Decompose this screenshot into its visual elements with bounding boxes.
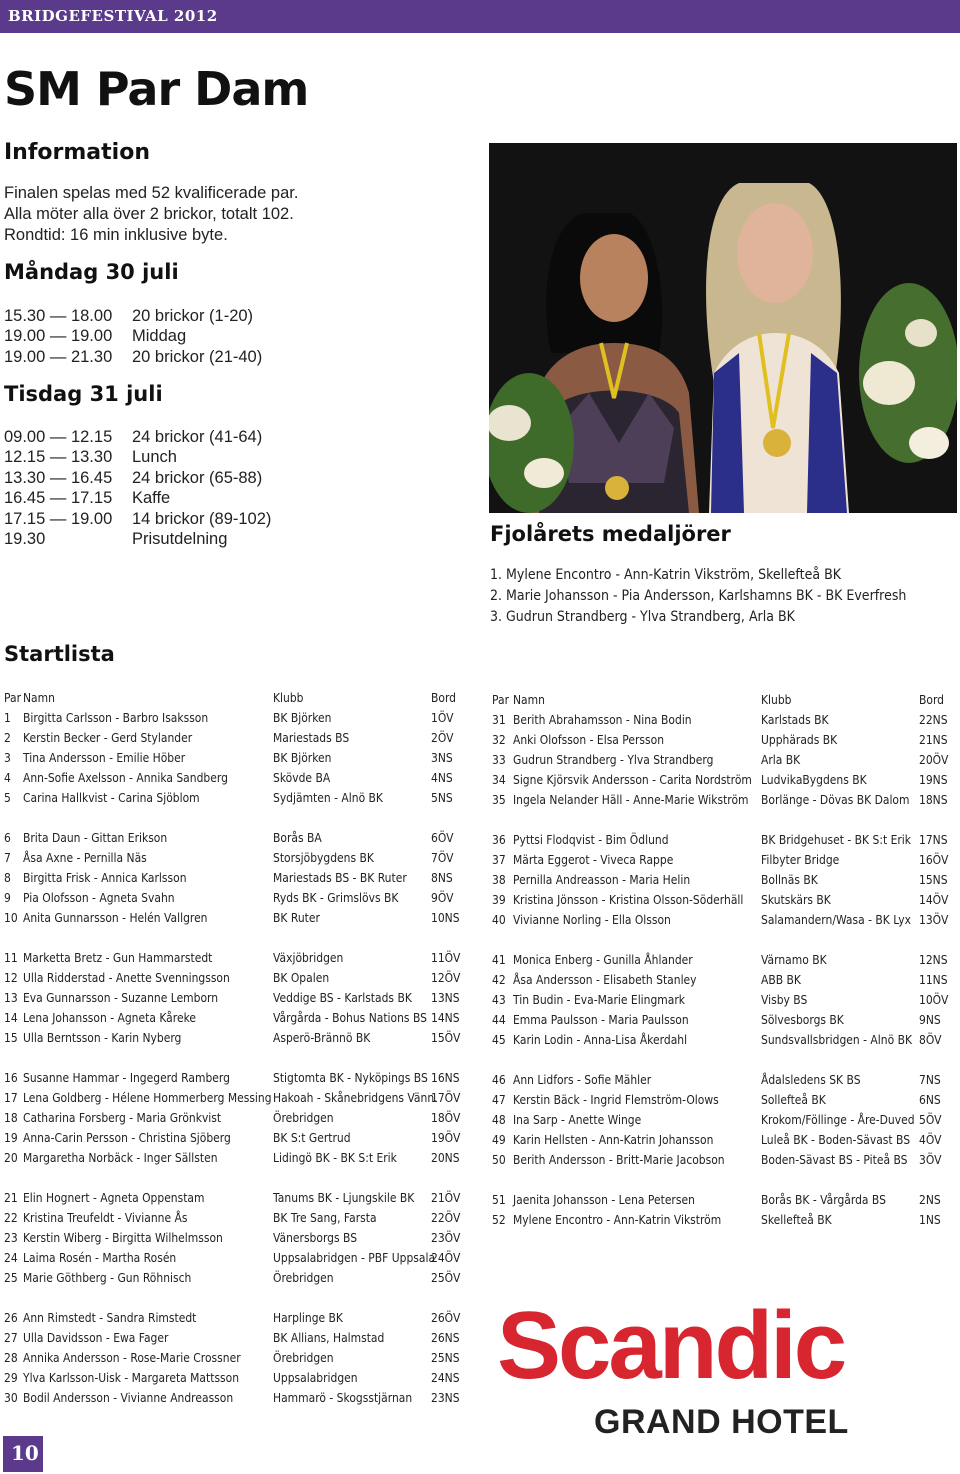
table-assignment: 21NS bbox=[919, 732, 948, 747]
club-name: Växjöbridgen bbox=[273, 950, 344, 965]
table-assignment: 4NS bbox=[431, 770, 453, 785]
club-name: Lidingö BK - BK S:t Erik bbox=[273, 1150, 397, 1165]
pair-names: Anki Olofsson - Elsa Persson bbox=[513, 732, 665, 747]
club-name: Harplinge BK bbox=[273, 1310, 343, 1325]
pair-number: 41 bbox=[492, 952, 506, 967]
pair-names: Carina Hallkvist - Carina Sjöblom bbox=[23, 790, 200, 805]
tuesday-heading: Tisdag 31 juli bbox=[4, 382, 163, 406]
club-name: Ådalsledens SK BS bbox=[761, 1072, 861, 1087]
club-name: Skellefteå BK bbox=[761, 1212, 832, 1227]
club-name: BK Bridgehuset - BK S:t Erik bbox=[761, 832, 912, 847]
page-title: SM Par Dam bbox=[4, 62, 309, 116]
club-name: Upphärads BK bbox=[761, 732, 838, 747]
table-assignment: 15ÖV bbox=[431, 1030, 461, 1045]
monday-heading: Måndag 30 juli bbox=[4, 260, 179, 284]
table-assignment: 2NS bbox=[919, 1192, 941, 1207]
pair-number: 9 bbox=[4, 890, 11, 905]
table-assignment: 10NS bbox=[431, 910, 460, 925]
schedule-row bbox=[4, 347, 262, 367]
pair-number: 14 bbox=[4, 1010, 18, 1025]
table-assignment: 18NS bbox=[919, 792, 948, 807]
pair-names: Monica Enberg - Gunilla Åhlander bbox=[513, 952, 693, 967]
club-name: Krokom/Föllinge - Åre-Duved bbox=[761, 1112, 915, 1127]
pair-names: Pia Olofsson - Agneta Svahn bbox=[23, 890, 175, 905]
pair-number: 32 bbox=[492, 732, 506, 747]
pair-number: 38 bbox=[492, 872, 506, 887]
pair-number: 6 bbox=[4, 830, 11, 845]
club-name: Stigtomta BK - Nyköpings BS bbox=[273, 1070, 428, 1085]
header-bar bbox=[0, 0, 960, 33]
pair-number: 31 bbox=[492, 712, 506, 727]
schedule-row bbox=[4, 326, 262, 346]
table-assignment: 8ÖV bbox=[919, 1032, 942, 1047]
table-assignment: 17ÖV bbox=[431, 1090, 461, 1105]
pair-names: Anita Gunnarsson - Helén Vallgren bbox=[23, 910, 208, 925]
club-name: BK Björken bbox=[273, 710, 332, 725]
club-name: Bollnäs BK bbox=[761, 872, 818, 887]
schedule-time: 17.15 — 19.00 bbox=[4, 509, 113, 528]
pair-names: Mylene Encontro - Ann-Katrin Vikström bbox=[513, 1212, 722, 1227]
schedule-item: 20 brickor (1-20) bbox=[132, 307, 254, 325]
monday-schedule bbox=[4, 306, 262, 367]
page-number-box bbox=[3, 1436, 43, 1472]
table-assignment: 24NS bbox=[431, 1370, 460, 1385]
club-name: Arla BK bbox=[761, 752, 801, 767]
table-assignment: 5ÖV bbox=[919, 1112, 942, 1127]
table-assignment: 6ÖV bbox=[431, 830, 454, 845]
pair-number: 37 bbox=[492, 852, 506, 867]
table-assignment: 24ÖV bbox=[431, 1250, 461, 1265]
club-name: Storsjöbygdens BK bbox=[273, 850, 374, 865]
table-assignment: 19NS bbox=[919, 772, 948, 787]
schedule-time: 19.00 — 21.30 bbox=[4, 347, 113, 366]
pair-names: Susanne Hammar - Ingegerd Ramberg bbox=[23, 1070, 230, 1085]
pair-names: Lena Johansson - Agneta Kåreke bbox=[23, 1010, 197, 1025]
pair-names: Jaenita Johansson - Lena Petersen bbox=[513, 1192, 695, 1207]
club-name: Sölvesborgs BK bbox=[761, 1012, 844, 1027]
club-name: Örebridgen bbox=[273, 1350, 334, 1365]
info-text bbox=[4, 183, 298, 246]
pair-number: 2 bbox=[4, 730, 11, 745]
table-assignment: 1NS bbox=[919, 1212, 941, 1227]
schedule-item: Lunch bbox=[132, 448, 177, 467]
pair-number: 16 bbox=[4, 1070, 18, 1085]
pair-number: 1 bbox=[4, 710, 11, 725]
column-header-club: Klubb bbox=[761, 692, 792, 707]
pair-names: Berith Abrahamsson - Nina Bodin bbox=[513, 712, 692, 727]
info-line: Finalen spelas med 52 kvalificerade par. bbox=[4, 184, 299, 202]
pair-names: Märta Eggerot - Viveca Rappe bbox=[513, 852, 674, 867]
pair-names: Lena Goldberg - Hélene Hommerberg Messing bbox=[23, 1090, 272, 1105]
pair-names: Ulla Davidsson - Ewa Fager bbox=[23, 1330, 169, 1345]
pair-names: Birgitta Carlsson - Barbro Isaksson bbox=[23, 710, 209, 725]
pair-names: Laima Rosén - Martha Rosén bbox=[23, 1250, 177, 1265]
table-assignment: 26NS bbox=[431, 1330, 460, 1345]
info-line: Alla möter alla över 2 brickor, totalt 102. bbox=[4, 205, 294, 223]
medal-line: 3. Gudrun Strandberg - Ylva Strandberg, Arla BK bbox=[490, 609, 795, 625]
club-name: Visby BS bbox=[761, 992, 808, 1007]
pair-names: Ann Rimstedt - Sandra Rimstedt bbox=[23, 1310, 197, 1325]
schedule-time: 15.30 — 18.00 bbox=[4, 307, 113, 325]
club-name: Filbyter Bridge bbox=[761, 852, 840, 867]
pair-names: Karin Lodin - Anna-Lisa Åkerdahl bbox=[513, 1032, 688, 1047]
pair-names: Marie Göthberg - Gun Röhnisch bbox=[23, 1270, 192, 1285]
festival-label: BRIDGEFESTIVAL 2012 bbox=[8, 7, 218, 25]
page-number: 10 bbox=[11, 1441, 39, 1465]
medal-line: 2. Marie Johansson - Pia Andersson, Karlshamns BK - BK Everfresh bbox=[490, 588, 907, 604]
schedule-time: 09.00 — 12.15 bbox=[4, 428, 113, 446]
pair-number: 33 bbox=[492, 752, 506, 767]
pair-number: 25 bbox=[4, 1270, 18, 1285]
pair-names: Tin Budin - Eva-Marie Elingmark bbox=[513, 992, 686, 1007]
club-name: Sundsvallsbridgen - Alnö BK bbox=[761, 1032, 912, 1047]
pair-number: 3 bbox=[4, 750, 11, 765]
pair-number: 29 bbox=[4, 1370, 18, 1385]
sponsor-subtitle: GRAND HOTEL bbox=[594, 1403, 849, 1441]
winners-photo-illustration bbox=[489, 143, 957, 513]
club-name: Sollefteå BK bbox=[761, 1092, 826, 1107]
pair-number: 20 bbox=[4, 1150, 18, 1165]
schedule-row bbox=[4, 509, 271, 529]
table-assignment: 1ÖV bbox=[431, 710, 454, 725]
info-heading: Information bbox=[4, 140, 150, 165]
table-assignment: 19ÖV bbox=[431, 1130, 461, 1145]
pair-names: Ulla Ridderstad - Anette Svenningsson bbox=[23, 970, 230, 985]
column-header-par: Par bbox=[4, 690, 22, 705]
column-header-par: Par bbox=[492, 692, 510, 707]
pair-names: Kerstin Bäck - Ingrid Flemström-Olows bbox=[513, 1092, 719, 1107]
table-assignment: 2ÖV bbox=[431, 730, 454, 745]
pair-number: 13 bbox=[4, 990, 18, 1005]
pair-number: 30 bbox=[4, 1390, 18, 1405]
pair-number: 15 bbox=[4, 1030, 18, 1045]
pair-number: 28 bbox=[4, 1350, 18, 1365]
club-name: Salamandern/Wasa - BK Lyx bbox=[761, 912, 911, 927]
table-assignment: 20ÖV bbox=[919, 752, 949, 767]
pair-names: Birgitta Frisk - Annica Karlsson bbox=[23, 870, 187, 885]
pair-names: Kristina Treufeldt - Vivianne Ås bbox=[23, 1210, 188, 1225]
pair-names: Kristina Jönsson - Kristina Olsson-Söderhäll bbox=[513, 892, 744, 907]
pair-number: 18 bbox=[4, 1110, 18, 1125]
pair-number: 27 bbox=[4, 1330, 18, 1345]
club-name: Hammarö - Skogsstjärnan bbox=[273, 1390, 413, 1405]
schedule-item: Kaffe bbox=[132, 489, 171, 508]
club-name: Luleå BK - Boden-Sävast BS bbox=[761, 1132, 911, 1147]
medals-list bbox=[490, 565, 906, 628]
pair-number: 10 bbox=[4, 910, 18, 925]
pair-number: 47 bbox=[492, 1092, 506, 1107]
table-assignment: 8NS bbox=[431, 870, 453, 885]
startlist-left bbox=[4, 690, 474, 1420]
pair-number: 7 bbox=[4, 850, 11, 865]
pair-number: 19 bbox=[4, 1130, 18, 1145]
column-header-name: Namn bbox=[513, 692, 545, 707]
pair-number: 23 bbox=[4, 1230, 18, 1245]
table-assignment: 3ÖV bbox=[919, 1152, 942, 1167]
pair-number: 48 bbox=[492, 1112, 506, 1127]
club-name: BK Allians, Halmstad bbox=[273, 1330, 385, 1345]
table-assignment: 7NS bbox=[919, 1072, 941, 1087]
club-name: Sydjämten - Alnö BK bbox=[273, 790, 383, 805]
table-assignment: 11ÖV bbox=[431, 950, 461, 965]
pair-names: Anna-Carin Persson - Christina Sjöberg bbox=[23, 1130, 231, 1145]
schedule-time: 13.30 — 16.45 bbox=[4, 468, 113, 487]
pair-number: 49 bbox=[492, 1132, 506, 1147]
sponsor-logo: Scandic bbox=[497, 1292, 845, 1399]
club-name: Borås BK - Vårgårda BS bbox=[761, 1192, 886, 1207]
club-name: Uppsalabridgen - PBF Uppsala bbox=[273, 1250, 436, 1265]
pair-names: Åsa Andersson - Elisabeth Stanley bbox=[513, 972, 697, 987]
schedule-item: 24 brickor (65-88) bbox=[132, 468, 263, 487]
table-assignment: 6NS bbox=[919, 1092, 941, 1107]
table-assignment: 23NS bbox=[431, 1390, 460, 1405]
schedule-item: Prisutdelning bbox=[132, 530, 228, 549]
pair-number: 21 bbox=[4, 1190, 18, 1205]
table-assignment: 4ÖV bbox=[919, 1132, 942, 1147]
table-assignment: 15NS bbox=[919, 872, 948, 887]
pair-names: Emma Paulsson - Maria Paulsson bbox=[513, 1012, 689, 1027]
club-name: Borlänge - Dövas BK Dalom bbox=[761, 792, 910, 807]
pair-number: 46 bbox=[492, 1072, 506, 1087]
pair-names: Pyttsi Flodqvist - Bim Ödlund bbox=[513, 832, 669, 847]
winners-photo bbox=[489, 143, 957, 513]
column-header-name: Namn bbox=[23, 690, 55, 705]
table-assignment: 7ÖV bbox=[431, 850, 454, 865]
pair-number: 45 bbox=[492, 1032, 506, 1047]
table-assignment: 25NS bbox=[431, 1350, 460, 1365]
column-header-table: Bord bbox=[919, 692, 945, 707]
pair-names: Marketta Bretz - Gun Hammarstedt bbox=[23, 950, 213, 965]
pair-names: Signe Kjörsvik Andersson - Carita Nordström bbox=[513, 772, 752, 787]
table-assignment: 20NS bbox=[431, 1150, 460, 1165]
table-assignment: 25ÖV bbox=[431, 1270, 461, 1285]
column-header-club: Klubb bbox=[273, 690, 304, 705]
club-name: Mariestads BS - BK Ruter bbox=[273, 870, 407, 885]
pair-names: Ann Lidfors - Sofie Mähler bbox=[513, 1072, 652, 1087]
table-assignment: 21ÖV bbox=[431, 1190, 461, 1205]
club-name: BK Tre Sang, Farsta bbox=[273, 1210, 377, 1225]
startlist-right bbox=[492, 692, 958, 1252]
table-assignment: 13ÖV bbox=[919, 912, 949, 927]
pair-names: Ann-Sofie Axelsson - Annika Sandberg bbox=[23, 770, 228, 785]
pair-number: 24 bbox=[4, 1250, 18, 1265]
club-name: Örebridgen bbox=[273, 1270, 334, 1285]
table-assignment: 12NS bbox=[919, 952, 948, 967]
pair-number: 4 bbox=[4, 770, 11, 785]
pair-names: Åsa Axne - Pernilla Näs bbox=[23, 850, 147, 865]
pair-names: Vivianne Norling - Ella Olsson bbox=[513, 912, 671, 927]
club-name: LudvikaBygdens BK bbox=[761, 772, 867, 787]
club-name: Karlstads BK bbox=[761, 712, 829, 727]
table-assignment: 5NS bbox=[431, 790, 453, 805]
table-assignment: 9ÖV bbox=[431, 890, 454, 905]
info-line: Rondtid: 16 min inklusive byte. bbox=[4, 226, 228, 244]
pair-names: Karin Hellsten - Ann-Katrin Johansson bbox=[513, 1132, 714, 1147]
schedule-row bbox=[4, 447, 271, 467]
pair-number: 26 bbox=[4, 1310, 18, 1325]
pair-number: 34 bbox=[492, 772, 506, 787]
club-name: Ryds BK - Grimslövs BK bbox=[273, 890, 399, 905]
pair-names: Catharina Forsberg - Maria Grönkvist bbox=[23, 1110, 222, 1125]
pair-names: Ina Sarp - Anette Winge bbox=[513, 1112, 642, 1127]
medals-heading: Fjolårets medaljörer bbox=[490, 522, 731, 546]
schedule-item: 20 brickor (21-40) bbox=[132, 347, 263, 366]
pair-names: Ylva Karlsson-Uisk - Margareta Mattsson bbox=[23, 1370, 240, 1385]
pair-number: 22 bbox=[4, 1210, 18, 1225]
club-name: Borås BA bbox=[273, 830, 322, 845]
pair-number: 50 bbox=[492, 1152, 506, 1167]
club-name: Värnamo BK bbox=[761, 952, 827, 967]
pair-number: 17 bbox=[4, 1090, 18, 1105]
column-header-table: Bord bbox=[431, 690, 457, 705]
pair-number: 5 bbox=[4, 790, 11, 805]
pair-number: 43 bbox=[492, 992, 506, 1007]
pair-names: Kerstin Becker - Gerd Stylander bbox=[23, 730, 193, 745]
schedule-row bbox=[4, 529, 271, 549]
schedule-row bbox=[4, 488, 271, 508]
table-assignment: 26ÖV bbox=[431, 1310, 461, 1325]
pair-names: Kerstin Wiberg - Birgitta Wilhelmsson bbox=[23, 1230, 223, 1245]
table-assignment: 22NS bbox=[919, 712, 948, 727]
club-name: Boden-Sävast BS - Piteå BS bbox=[761, 1152, 908, 1167]
table-assignment: 10ÖV bbox=[919, 992, 949, 1007]
club-name: ABB BK bbox=[761, 972, 801, 987]
club-name: Skövde BA bbox=[273, 770, 331, 785]
schedule-row bbox=[4, 427, 271, 447]
schedule-item: 14 brickor (89-102) bbox=[132, 509, 272, 528]
pair-number: 36 bbox=[492, 832, 506, 847]
pair-number: 42 bbox=[492, 972, 506, 987]
table-assignment: 14NS bbox=[431, 1010, 460, 1025]
club-name: Tanums BK - Ljungskile BK bbox=[273, 1190, 415, 1205]
pair-number: 35 bbox=[492, 792, 506, 807]
pair-names: Tina Andersson - Emilie Höber bbox=[23, 750, 186, 765]
pair-names: Bodil Andersson - Vivianne Andreasson bbox=[23, 1390, 234, 1405]
table-assignment: 16NS bbox=[431, 1070, 460, 1085]
pair-names: Margaretha Norbäck - Inger Sällsten bbox=[23, 1150, 218, 1165]
pair-names: Eva Gunnarsson - Suzanne Lemborn bbox=[23, 990, 219, 1005]
table-assignment: 13NS bbox=[431, 990, 460, 1005]
schedule-row bbox=[4, 306, 262, 326]
club-name: Asperö-Brännö BK bbox=[273, 1030, 371, 1045]
tuesday-schedule bbox=[4, 427, 271, 549]
club-name: BK Opalen bbox=[273, 970, 330, 985]
pair-names: Gudrun Strandberg - Ylva Strandberg bbox=[513, 752, 714, 767]
table-assignment: 16ÖV bbox=[919, 852, 949, 867]
club-name: BK Björken bbox=[273, 750, 332, 765]
schedule-time: 12.15 — 13.30 bbox=[4, 448, 113, 467]
pair-number: 40 bbox=[492, 912, 506, 927]
club-name: Mariestads BS bbox=[273, 730, 350, 745]
pair-names: Ulla Berntsson - Karin Nyberg bbox=[23, 1030, 182, 1045]
table-assignment: 22ÖV bbox=[431, 1210, 461, 1225]
club-name: Hakoah - Skånebridgens Vänn. bbox=[273, 1090, 438, 1105]
pair-number: 12 bbox=[4, 970, 18, 985]
pair-names: Brita Daun - Gittan Erikson bbox=[23, 830, 168, 845]
schedule-time: 19.30 bbox=[4, 530, 46, 549]
pair-number: 51 bbox=[492, 1192, 506, 1207]
pair-names: Pernilla Andreasson - Maria Helin bbox=[513, 872, 691, 887]
startlist-heading: Startlista bbox=[4, 642, 115, 666]
table-assignment: 3NS bbox=[431, 750, 453, 765]
pair-number: 44 bbox=[492, 1012, 506, 1027]
pair-number: 8 bbox=[4, 870, 11, 885]
pair-names: Berith Andersson - Britt-Marie Jacobson bbox=[513, 1152, 725, 1167]
table-assignment: 14ÖV bbox=[919, 892, 949, 907]
pair-names: Elin Hognert - Agneta Oppenstam bbox=[23, 1190, 205, 1205]
medal-line: 1. Mylene Encontro - Ann-Katrin Vikström, Skellefteå BK bbox=[490, 567, 841, 583]
schedule-item: 24 brickor (41-64) bbox=[132, 428, 263, 446]
club-name: BK S:t Gertrud bbox=[273, 1130, 351, 1145]
club-name: Örebridgen bbox=[273, 1110, 334, 1125]
pair-names: Annika Andersson - Rose-Marie Crossner bbox=[23, 1350, 241, 1365]
pair-names: Ingela Nelander Häll - Anne-Marie Wikström bbox=[513, 792, 749, 807]
club-name: Veddige BS - Karlstads BK bbox=[273, 990, 412, 1005]
schedule-time: 19.00 — 19.00 bbox=[4, 327, 113, 346]
club-name: Skutskärs BK bbox=[761, 892, 831, 907]
club-name: BK Ruter bbox=[273, 910, 320, 925]
table-assignment: 18ÖV bbox=[431, 1110, 461, 1125]
table-assignment: 23ÖV bbox=[431, 1230, 461, 1245]
table-assignment: 11NS bbox=[919, 972, 948, 987]
schedule-item: Middag bbox=[132, 327, 187, 346]
club-name: Uppsalabridgen bbox=[273, 1370, 358, 1385]
pair-number: 52 bbox=[492, 1212, 506, 1227]
pair-number: 11 bbox=[4, 950, 18, 965]
table-assignment: 17NS bbox=[919, 832, 948, 847]
pair-number: 39 bbox=[492, 892, 506, 907]
schedule-row bbox=[4, 468, 271, 488]
club-name: Vänersborgs BS bbox=[273, 1230, 358, 1245]
club-name: Vårgårda - Bohus Nations BS bbox=[273, 1010, 427, 1025]
table-assignment: 12ÖV bbox=[431, 970, 461, 985]
schedule-time: 16.45 — 17.15 bbox=[4, 489, 113, 508]
table-assignment: 9NS bbox=[919, 1012, 941, 1027]
